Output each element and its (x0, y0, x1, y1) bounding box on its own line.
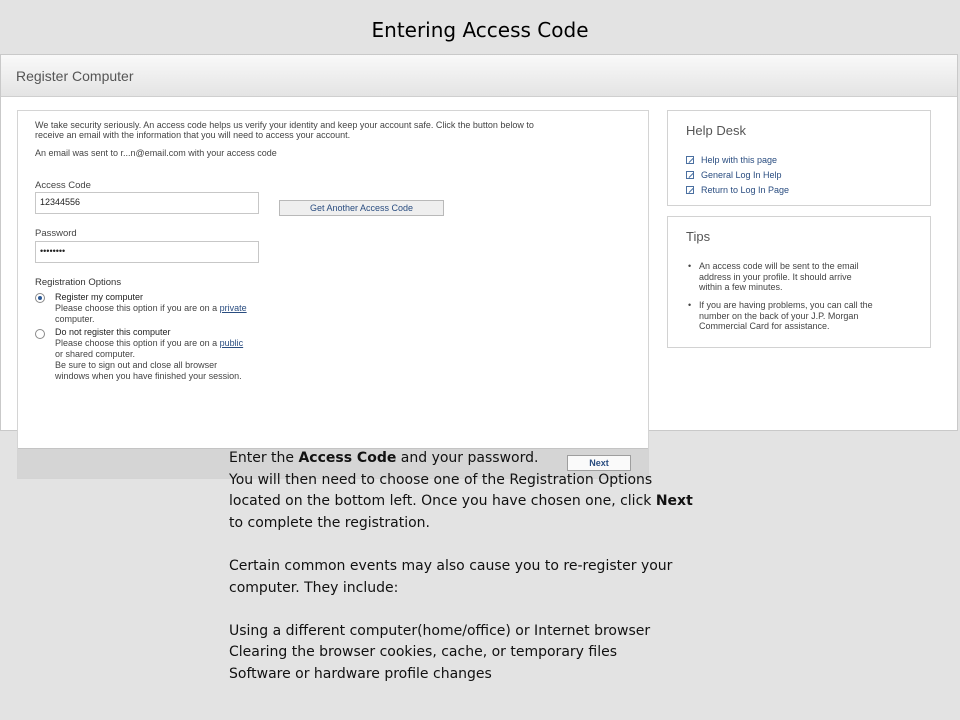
tips-panel (667, 216, 931, 348)
intro-line-2: receive an email with the information that you will need to access your account. (35, 130, 351, 140)
access-code-label: Access Code (35, 180, 91, 191)
do-not-register-desc (55, 338, 243, 349)
help-with-page-link[interactable] (686, 155, 777, 165)
register-desc-text: Please choose this option if you are on a (55, 303, 218, 313)
tips-title: Tips (686, 229, 711, 244)
note-line-3 (229, 491, 749, 513)
note-text: located on the bottom left. Once you have chosen one, click (229, 493, 656, 510)
do-not-register-line3: Be sure to sign out and close all browser (55, 360, 218, 370)
tip-line: within a few minutes. (699, 282, 783, 292)
registration-options-label: Registration Options (35, 277, 122, 288)
note-text: Enter the (229, 450, 299, 466)
note-bold-access-code: Access Code (298, 450, 397, 466)
register-radio[interactable] (35, 293, 45, 303)
do-not-register-line2: or shared computer. (55, 349, 136, 359)
get-another-access-code-button[interactable]: Get Another Access Code (279, 200, 444, 216)
return-to-login-link[interactable] (686, 185, 789, 195)
do-not-register-title: Do not register this computer (55, 327, 171, 337)
instruction-notes (229, 448, 749, 686)
help-link-text: Help with this page (701, 155, 778, 165)
tip-line: address in your profile. It should arrive (699, 271, 852, 282)
tip-line: number on the back of your J.P. Morgan (699, 310, 859, 321)
note-text: and your password. (396, 450, 539, 466)
intro-text (35, 120, 635, 140)
note-list-item-2: Clearing the browser cookies, cache, or temporary files (229, 644, 618, 661)
intro-line-1: We take security seriously. An access code helps us verify your identity and keep your account safe. Click the button below to (35, 120, 534, 130)
private-link[interactable]: private (219, 303, 247, 313)
do-not-register-line4: windows when you have finished your session. (55, 371, 242, 381)
next-button[interactable]: Next (567, 455, 631, 471)
tip-item (686, 300, 916, 332)
note-bold-next: Next (655, 493, 693, 510)
slide-title: Entering Access Code (371, 18, 589, 42)
external-link-icon (686, 156, 694, 164)
note-gap (229, 534, 749, 556)
external-link-icon (686, 171, 694, 179)
note-line-1 (229, 448, 749, 470)
password-label: Password (35, 228, 77, 239)
note-list-item-3: Software or hardware profile changes (229, 665, 492, 682)
form-intro (18, 111, 648, 140)
external-link-icon (686, 186, 694, 194)
note-line-4: to complete the registration. (229, 514, 430, 531)
note-line-6: computer. They include: (229, 579, 399, 596)
email-note: An email was sent to r...n@email.com with your access code (35, 148, 277, 158)
tip-line: Commercial Card for assistance. (699, 321, 830, 331)
password-input[interactable]: •••••••• (35, 241, 259, 263)
tip-line: • An access code will be sent to the email (699, 261, 859, 271)
register-form-panel (17, 110, 649, 479)
note-line-2: You will then need to choose one of the Registration Options (229, 471, 653, 488)
note-gap (229, 599, 749, 621)
help-link-text: General Log In Help (701, 170, 782, 180)
general-login-help-link[interactable] (686, 170, 782, 180)
register-option-title: Register my computer (55, 292, 144, 302)
note-list-item-1: Using a different computer(home/office) or Internet browser (229, 622, 651, 639)
tip-line: • If you are having problems, you can call the (699, 300, 873, 310)
register-option (55, 292, 247, 325)
register-option-desc (55, 303, 247, 314)
access-code-input[interactable]: 12344556 (35, 192, 259, 214)
do-not-register-radio[interactable] (35, 329, 45, 339)
page-header: Register Computer (1, 55, 957, 97)
do-not-register-option (55, 327, 243, 382)
do-not-register-desc-text: Please choose this option if you are on a (55, 338, 218, 348)
help-desk-panel (667, 110, 931, 206)
register-desc-line2: computer. (55, 314, 95, 324)
help-desk-title: Help Desk (686, 123, 746, 138)
tip-item (686, 261, 916, 293)
public-link[interactable]: public (219, 338, 244, 348)
note-line-5: Certain common events may also cause you to re-register your (229, 557, 673, 574)
help-link-text: Return to Log In Page (701, 185, 790, 195)
